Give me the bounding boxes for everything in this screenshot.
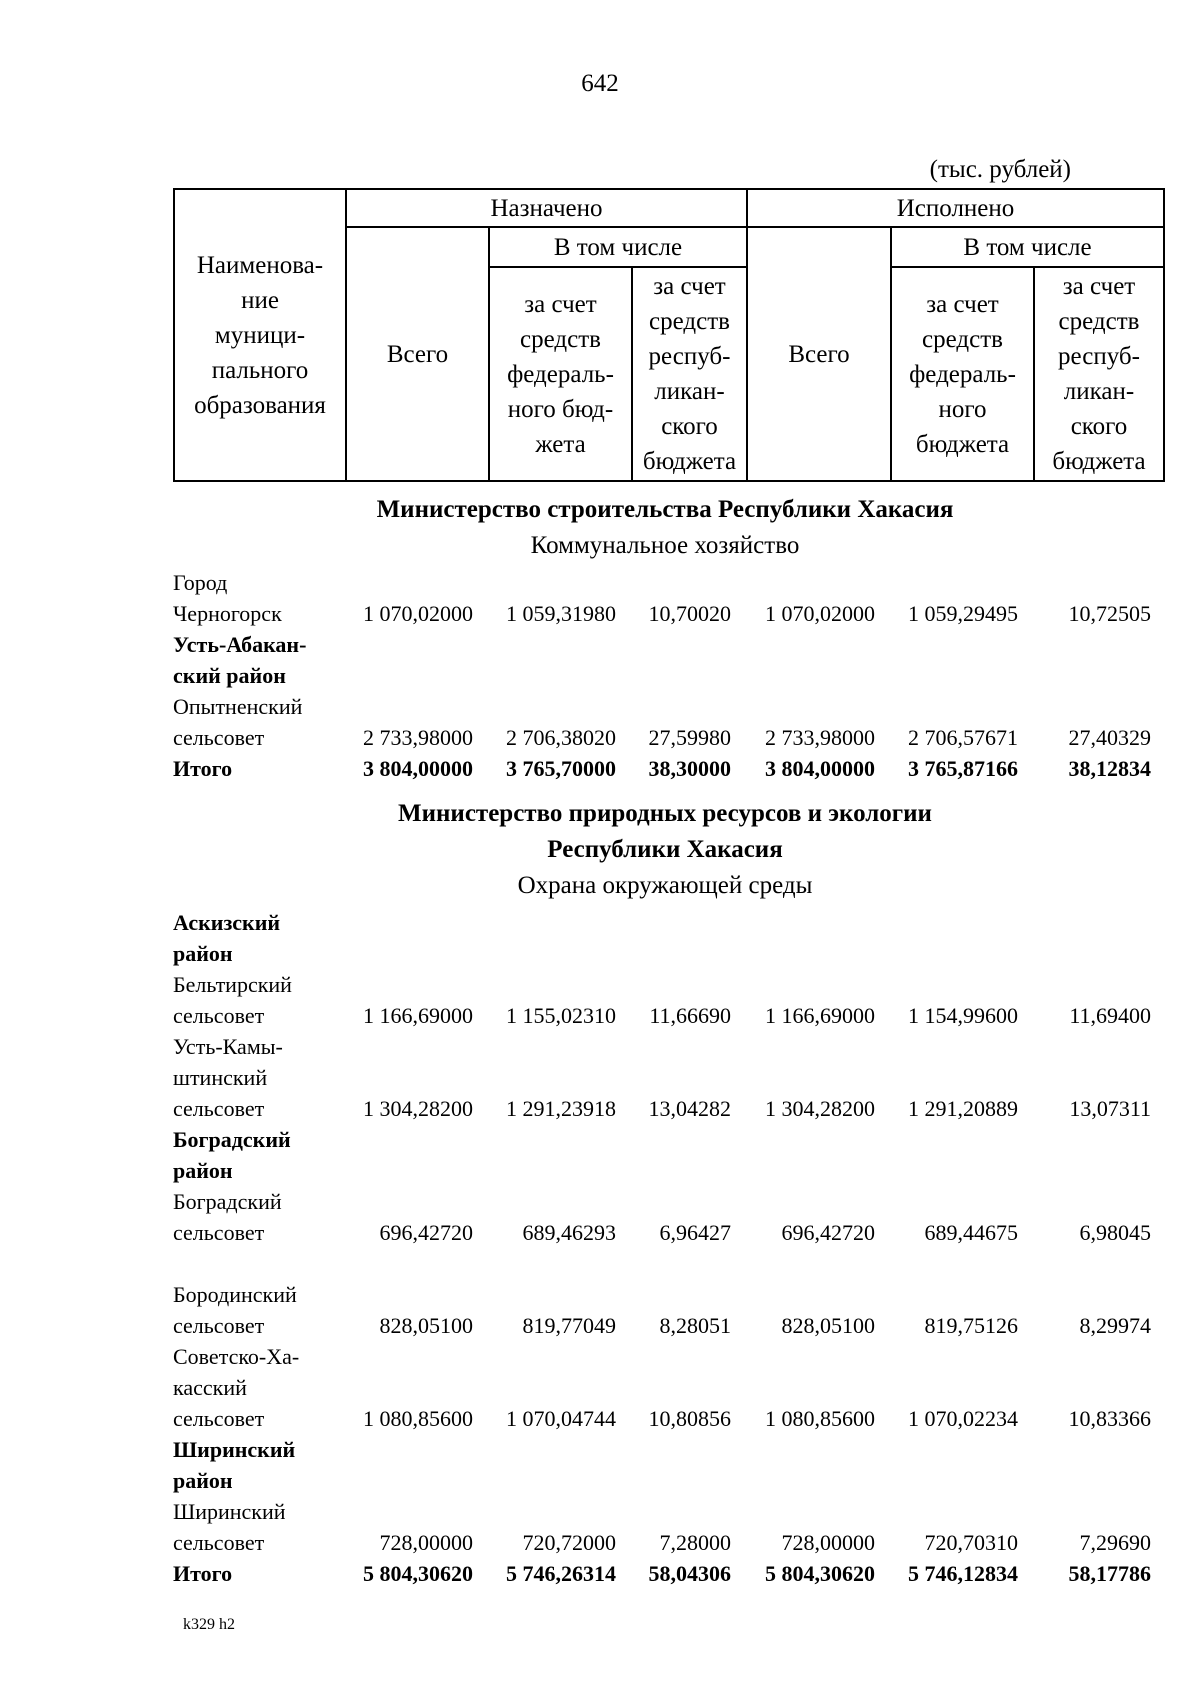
header-line: ского xyxy=(661,413,718,440)
cell-total-assigned: 3 804,00000 xyxy=(363,756,473,781)
header-line: бюджета xyxy=(915,430,1010,458)
cell-republic-executed: 27,40329 xyxy=(1068,725,1151,750)
cell-republic-assigned: 58,04306 xyxy=(648,1561,731,1586)
cell-total-assigned: 5 804,30620 xyxy=(363,1561,473,1586)
table-row xyxy=(173,1403,1163,1434)
header-line: за счет xyxy=(1062,273,1136,300)
header-line: средств xyxy=(520,325,601,353)
header-line: за счет xyxy=(653,273,726,300)
cell-total-assigned: 828,05100 xyxy=(379,1313,473,1338)
cell-republic-executed: 8,29974 xyxy=(1079,1313,1151,1338)
table-row xyxy=(173,1062,1163,1093)
row-name: Итого xyxy=(173,1561,233,1586)
row-name: Боградский xyxy=(173,1189,282,1214)
header-assigned: Назначено xyxy=(346,189,747,227)
row-name: сельсовет xyxy=(173,1406,265,1431)
table-row xyxy=(173,1496,1163,1527)
table-row xyxy=(173,1527,1163,1558)
table-row xyxy=(173,907,1163,938)
cell-federal-assigned: 819,77049 xyxy=(522,1313,616,1338)
cell-total-executed: 1 304,28200 xyxy=(765,1096,875,1121)
header-line: за счет xyxy=(926,290,999,318)
row-name: сельсовет xyxy=(173,1313,265,1338)
cell-federal-executed: 689,44675 xyxy=(924,1220,1018,1245)
cell-republic-assigned: 10,70020 xyxy=(648,601,731,626)
cell-total-executed: 828,05100 xyxy=(781,1313,875,1338)
header-republic-executed xyxy=(1034,267,1164,481)
header-line: ликан- xyxy=(654,378,725,405)
cell-total-executed: 1 070,02000 xyxy=(765,601,875,626)
cell-federal-assigned: 720,72000 xyxy=(522,1530,616,1555)
section-subheading: Охрана окружающей среды xyxy=(517,872,813,899)
cell-total-executed: 1 080,85600 xyxy=(765,1406,875,1431)
header-line: федераль- xyxy=(507,360,614,388)
header-line: ного xyxy=(938,395,987,423)
table-row xyxy=(173,660,1163,691)
cell-republic-assigned: 38,30000 xyxy=(648,756,731,781)
row-name: ский район xyxy=(173,663,286,688)
header-name-line: муници- xyxy=(214,321,306,349)
row-name: Усть-Камы- xyxy=(173,1034,283,1059)
cell-total-assigned: 728,00000 xyxy=(379,1530,473,1555)
header-line: ликан- xyxy=(1063,378,1135,405)
header-name-line: ние xyxy=(241,286,279,314)
table-row xyxy=(173,1000,1163,1031)
header-line: бюджета xyxy=(642,448,737,475)
cell-republic-assigned: 27,59980 xyxy=(648,725,731,750)
cell-total-assigned: 1 304,28200 xyxy=(363,1096,473,1121)
cell-federal-executed: 5 746,12834 xyxy=(908,1561,1018,1586)
cell-republic-executed: 13,07311 xyxy=(1069,1096,1151,1121)
cell-federal-assigned: 3 765,70000 xyxy=(506,756,616,781)
header-including-assigned: В том числе xyxy=(489,227,747,267)
footer-code: k329 h2 xyxy=(183,1616,235,1633)
table-row xyxy=(173,1341,1163,1372)
header-line: федераль- xyxy=(909,360,1016,388)
table-row xyxy=(173,938,1163,969)
table-row xyxy=(173,1124,1163,1155)
row-name: сельсовет xyxy=(173,1530,265,1555)
table-row xyxy=(173,1031,1163,1062)
total-row xyxy=(173,753,1163,784)
table-row xyxy=(173,1310,1163,1341)
cell-republic-assigned: 11,66690 xyxy=(649,1003,731,1028)
row-name: Ширинский xyxy=(173,1499,286,1524)
row-name: Опытненский xyxy=(173,694,303,719)
cell-total-executed: 728,00000 xyxy=(781,1530,875,1555)
header-line: бюджета xyxy=(1052,448,1146,475)
row-name: район xyxy=(173,941,233,966)
header-line: ного бюд- xyxy=(507,395,614,423)
row-name: сельсовет xyxy=(173,725,265,750)
cell-republic-executed: 38,12834 xyxy=(1068,756,1151,781)
header-line: респуб- xyxy=(648,343,731,370)
table-row xyxy=(173,1186,1163,1217)
header-line: ского xyxy=(1070,413,1128,440)
header-line: средств xyxy=(922,325,1003,353)
header-line: респуб- xyxy=(1058,343,1140,370)
table-row xyxy=(173,567,1163,598)
row-name: Итого xyxy=(173,756,233,781)
table-row xyxy=(173,1372,1163,1403)
table-row xyxy=(173,598,1163,629)
cell-total-assigned: 1 070,02000 xyxy=(363,601,473,626)
cell-republic-assigned: 6,96427 xyxy=(659,1220,731,1245)
cell-total-assigned: 1 166,69000 xyxy=(363,1003,473,1028)
table-row xyxy=(173,1434,1163,1465)
cell-republic-assigned: 10,80856 xyxy=(648,1406,731,1431)
row-name: Советско-Ха- xyxy=(173,1344,300,1369)
cell-republic-assigned: 8,28051 xyxy=(659,1313,731,1338)
header-line: за счет xyxy=(524,290,597,318)
row-name: Бельтирский xyxy=(173,972,292,997)
table-row xyxy=(173,1465,1163,1496)
header-line: средств xyxy=(649,308,730,335)
row-name: Город xyxy=(173,570,228,595)
row-name: район xyxy=(173,1158,233,1183)
header-federal-assigned xyxy=(489,267,632,481)
header-republic-assigned xyxy=(632,267,747,481)
row-name: сельсовет xyxy=(173,1220,265,1245)
cell-federal-assigned: 689,46293 xyxy=(522,1220,616,1245)
row-name: Ширинский xyxy=(173,1437,296,1462)
cell-federal-executed: 2 706,57671 xyxy=(908,725,1018,750)
cell-federal-assigned: 1 070,04744 xyxy=(506,1406,616,1431)
table-row xyxy=(173,1155,1163,1186)
row-name: Черногорск xyxy=(173,601,282,626)
cell-republic-executed: 10,72505 xyxy=(1068,601,1151,626)
cell-total-assigned: 2 733,98000 xyxy=(363,725,473,750)
ministry-heading: Республики Хакасия xyxy=(547,836,783,863)
cell-republic-executed: 58,17786 xyxy=(1068,1561,1151,1586)
cell-federal-assigned: 1 155,02310 xyxy=(506,1003,616,1028)
table-row xyxy=(173,969,1163,1000)
cell-total-executed: 696,42720 xyxy=(781,1220,875,1245)
cell-republic-assigned: 7,28000 xyxy=(659,1530,731,1555)
row-name: касский xyxy=(173,1375,247,1400)
cell-federal-assigned: 2 706,38020 xyxy=(506,725,616,750)
row-name: Боградский xyxy=(173,1127,291,1152)
cell-total-executed: 3 804,00000 xyxy=(765,756,875,781)
row-name: сельсовет xyxy=(173,1096,265,1121)
cell-total-executed: 2 733,98000 xyxy=(765,725,875,750)
table-row xyxy=(173,1279,1163,1310)
cell-total-executed: 1 166,69000 xyxy=(765,1003,875,1028)
header-name-line: пального xyxy=(211,356,309,384)
cell-federal-assigned: 5 746,26314 xyxy=(506,1561,616,1586)
header-including-executed: В том числе xyxy=(891,227,1164,267)
row-name: район xyxy=(173,1468,233,1493)
cell-republic-executed: 7,29690 xyxy=(1079,1530,1151,1555)
row-name: Усть-Абакан- xyxy=(173,632,307,657)
header-name-col xyxy=(174,189,346,481)
header-total-executed: Всего xyxy=(747,227,891,481)
header-total-assigned: Всего xyxy=(346,227,489,481)
cell-federal-executed: 1 059,29495 xyxy=(908,601,1018,626)
cell-federal-executed: 1 291,20889 xyxy=(908,1096,1018,1121)
cell-republic-assigned: 13,04282 xyxy=(648,1096,731,1121)
cell-republic-executed: 6,98045 xyxy=(1079,1220,1151,1245)
header-name-line: Наименова- xyxy=(196,251,324,279)
header-line: жета xyxy=(535,430,586,458)
cell-total-assigned: 696,42720 xyxy=(379,1220,473,1245)
table-header xyxy=(173,188,1165,482)
header-federal-executed xyxy=(891,267,1034,481)
header-line: средств xyxy=(1058,308,1140,335)
table-row xyxy=(173,629,1163,660)
cell-republic-executed: 11,69400 xyxy=(1069,1003,1151,1028)
page-number: 642 xyxy=(581,70,619,97)
row-name: штинский xyxy=(173,1065,268,1090)
table-row xyxy=(173,722,1163,753)
ministry-heading: Министерство строительства Республики Хакасия xyxy=(376,496,954,523)
table-row xyxy=(173,691,1163,722)
table-row xyxy=(173,1093,1163,1124)
total-row xyxy=(173,1558,1163,1589)
row-name: Бородинский xyxy=(173,1282,297,1307)
units-label: (тыс. рублей) xyxy=(929,156,1071,183)
cell-federal-executed: 819,75126 xyxy=(924,1313,1018,1338)
row-name: Аскизский xyxy=(173,910,281,935)
cell-total-executed: 5 804,30620 xyxy=(765,1561,875,1586)
header-name-line: образования xyxy=(194,391,326,419)
ministry-heading: Министерство природных ресурсов и экологии xyxy=(398,800,932,827)
row-name: сельсовет xyxy=(173,1003,265,1028)
cell-federal-executed: 3 765,87166 xyxy=(908,756,1018,781)
header-executed: Исполнено xyxy=(747,189,1164,227)
section-subheading: Коммунальное хозяйство xyxy=(530,532,800,559)
cell-federal-executed: 720,70310 xyxy=(924,1530,1018,1555)
table-row xyxy=(173,1217,1163,1248)
cell-total-assigned: 1 080,85600 xyxy=(363,1406,473,1431)
cell-federal-assigned: 1 291,23918 xyxy=(506,1096,616,1121)
cell-federal-executed: 1 154,99600 xyxy=(908,1003,1018,1028)
cell-federal-assigned: 1 059,31980 xyxy=(506,601,616,626)
cell-republic-executed: 10,83366 xyxy=(1068,1406,1151,1431)
cell-federal-executed: 1 070,02234 xyxy=(908,1406,1018,1431)
